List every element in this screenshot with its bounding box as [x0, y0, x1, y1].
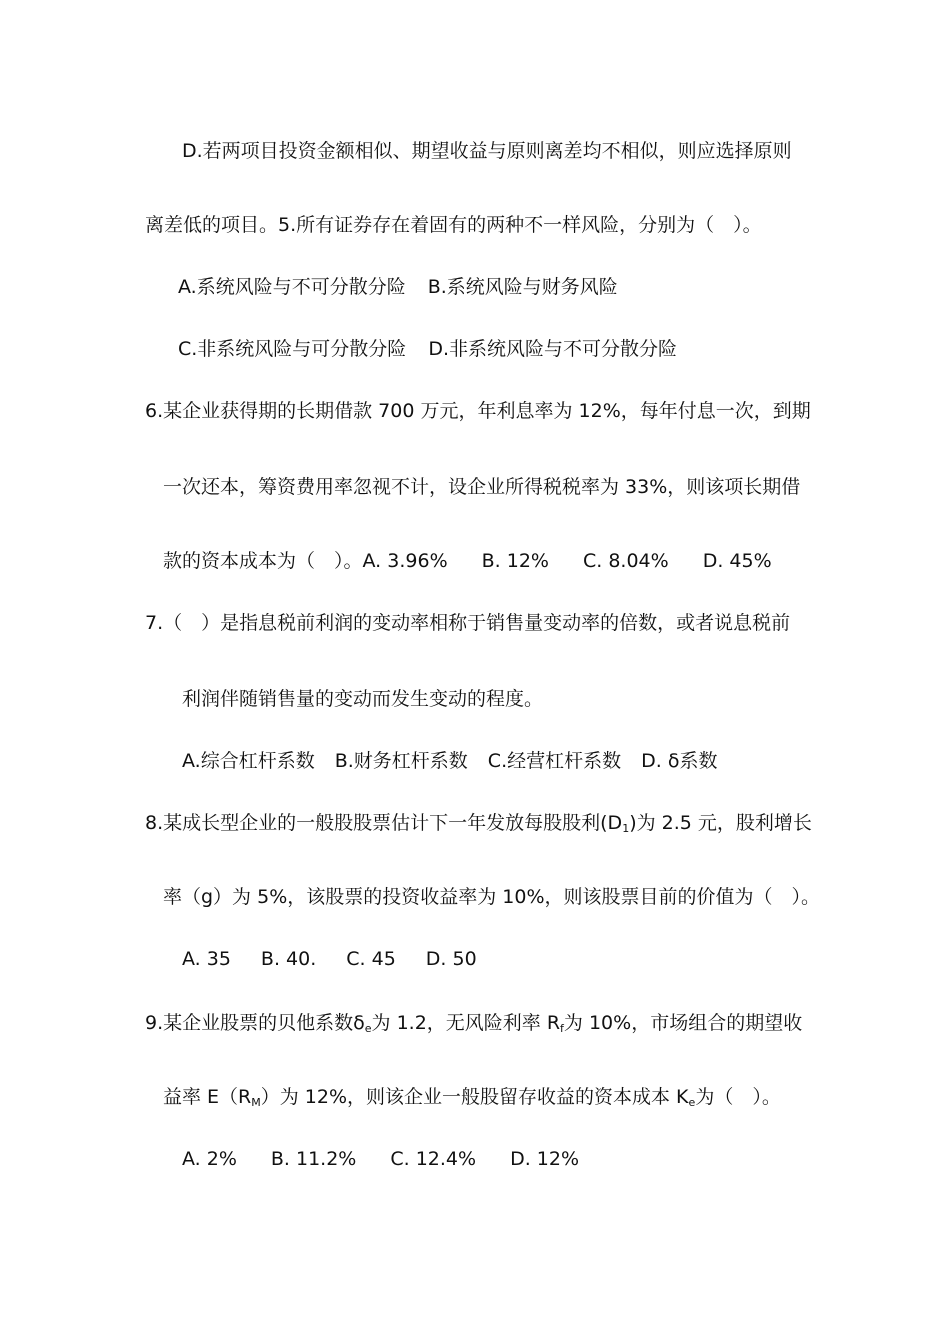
q8-option-d: D. 50	[425, 948, 477, 970]
q8-line1-part1: 8.某成长型企业的一般股股票估计下一年发放每股股利(D	[145, 812, 623, 834]
q9-rm-subscript: M	[251, 1096, 261, 1109]
q5-option-b: B.系统风险与财务风险	[427, 276, 618, 298]
q9-line1	[145, 1010, 802, 1036]
q4-option-d-line2-q5-stem: 离差低的项目。5.所有证券存在着固有的两种不一样风险，分别为（ ）。	[145, 214, 762, 236]
q6-line3	[163, 548, 772, 574]
q7-option-b: B.财务杠杆系数	[334, 750, 468, 772]
q9-line2-part3: 为（ ）。	[695, 1086, 781, 1108]
q6-option-a: A. 3.96%	[362, 550, 448, 572]
q7-line2: 利润伴随销售量的变动而发生变动的程度。	[182, 688, 544, 710]
q8-line1-part2: )为 2.5 元，股利增长	[629, 812, 812, 834]
q6-option-b: B. 12%	[481, 550, 549, 572]
q8-option-c: C. 45	[346, 948, 396, 970]
q6-line1: 6.某企业获得期的长期借款 700 万元，年利息率为 12%，每年付息一次，到期	[145, 400, 811, 422]
q9-option-d: D. 12%	[510, 1148, 580, 1170]
q5-option-c: C.非系统风险与可分散分险	[178, 338, 407, 360]
q9-option-b: B. 11.2%	[270, 1148, 357, 1170]
q9-line1-part2: 为 1.2，无风险利率 R	[371, 1012, 561, 1034]
q9-line2-part1: 益率 E（R	[163, 1086, 252, 1108]
q9-line1-part3: 为 10%，市场组合的期望收	[563, 1012, 803, 1034]
q9-ke-subscript: e	[688, 1096, 696, 1109]
q8-option-a: A. 35	[182, 948, 231, 970]
q5-options-row2	[178, 336, 677, 362]
q7-line1: 7.（ ）是指息税前利润的变动率相称于销售量变动率的倍数，或者说息税前	[145, 612, 791, 634]
q9-beta-subscript: e	[364, 1022, 372, 1035]
q9-line1-part1: 9.某企业股票的贝他系数δ	[145, 1012, 365, 1034]
q6-option-c: C. 8.04%	[582, 550, 669, 572]
q9-option-a: A. 2%	[182, 1148, 237, 1170]
q4-option-d-line1: D.若两项目投资金额相似、期望收益与原则离差均不相似，则应选择原则	[182, 140, 792, 162]
q9-line2-part2: ）为 12%，则该企业一般股留存收益的资本成本 K	[260, 1086, 689, 1108]
q9-rf-subscript: f	[560, 1022, 564, 1035]
q9-line2	[163, 1084, 781, 1110]
q6-option-d: D. 45%	[702, 550, 772, 572]
q9-options	[182, 1146, 579, 1172]
q7-option-d: D. δ系数	[641, 750, 718, 772]
q8-line1	[145, 810, 812, 836]
q5-options-row1	[178, 274, 618, 300]
q6-stem-end: 款的资本成本为（ ）。	[163, 550, 363, 572]
q8-line2: 率（g）为 5%，该股票的投资收益率为 10%，则该股票目前的价值为（ ）。	[163, 886, 821, 908]
q7-options	[182, 748, 717, 774]
q9-option-c: C. 12.4%	[390, 1148, 477, 1170]
q8-option-b: B. 40.	[260, 948, 317, 970]
q8-d-subscript: 1	[622, 822, 630, 835]
q7-option-c: C.经营杠杆系数	[487, 750, 622, 772]
q7-option-a: A.综合杠杆系数	[182, 750, 315, 772]
q8-options	[182, 946, 477, 972]
q5-option-d: D.非系统风险与不可分散分险	[428, 338, 677, 360]
q5-option-a: A.系统风险与不可分散分险	[178, 276, 406, 298]
q6-line2: 一次还本，筹资费用率忽视不计，设企业所得税税率为 33%，则该项长期借	[163, 476, 801, 498]
